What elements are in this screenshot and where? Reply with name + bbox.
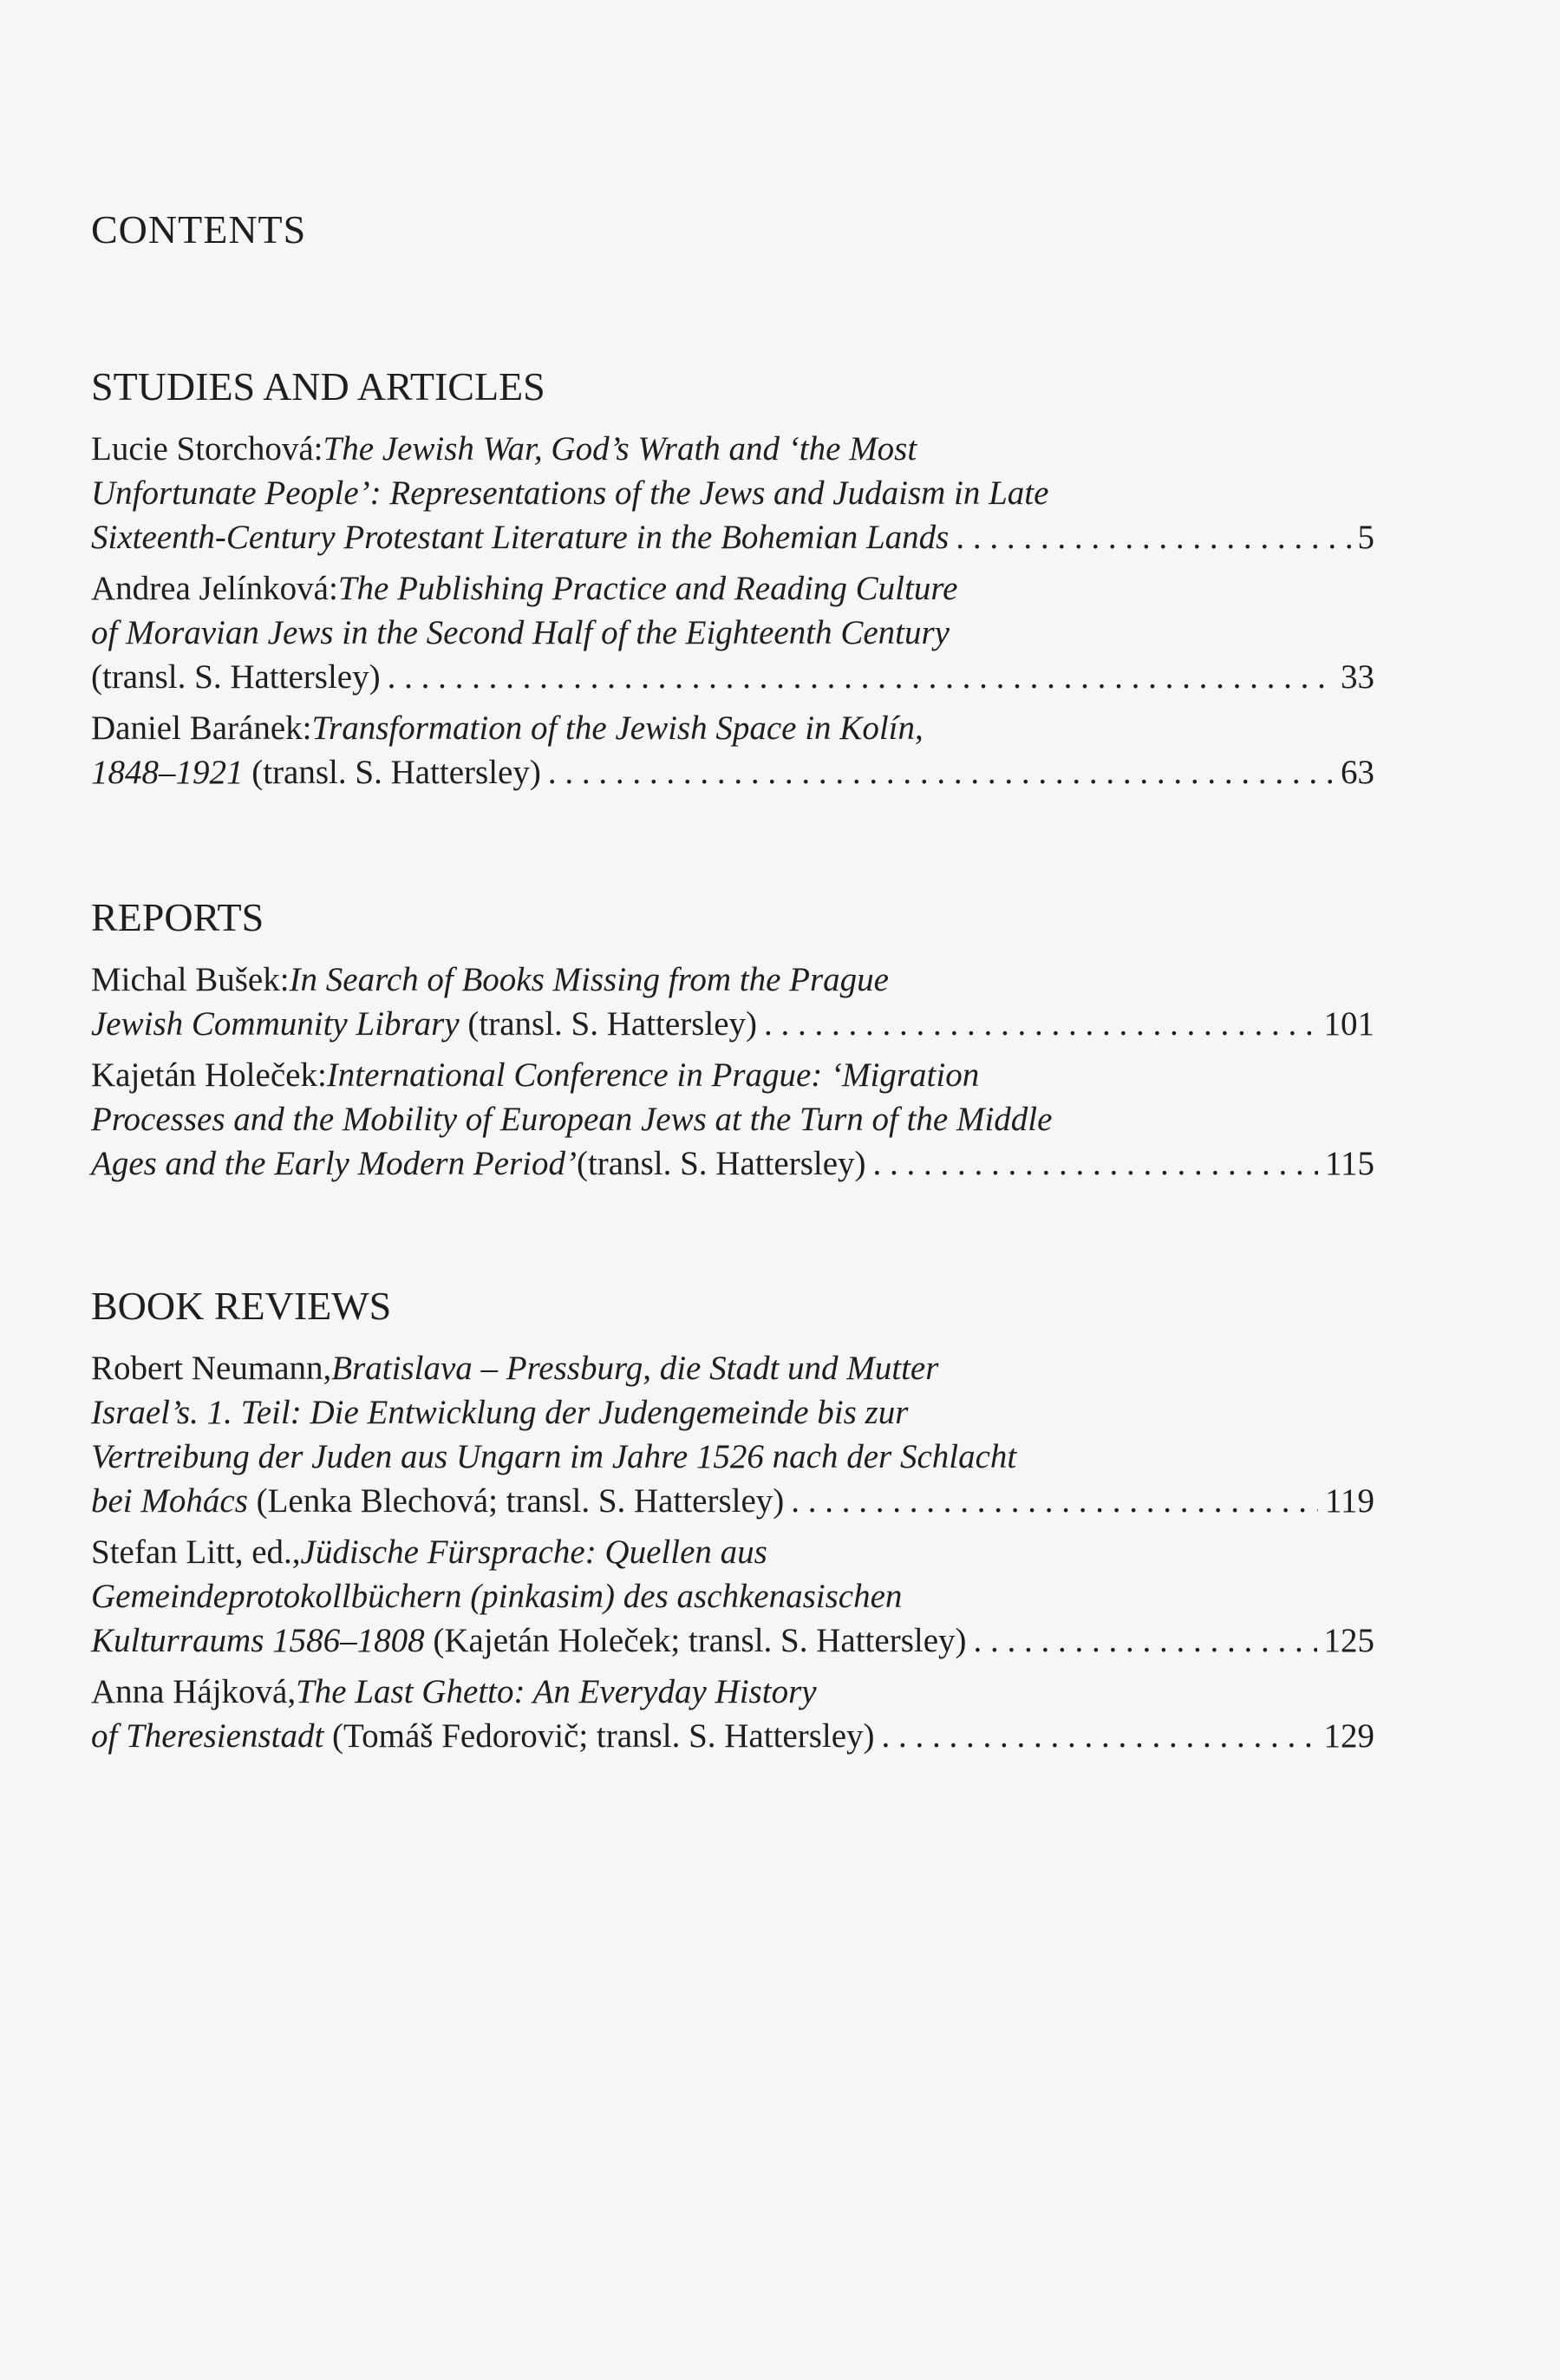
entry-text: Michal Bušek: (91, 961, 290, 998)
entry-line (91, 706, 1374, 750)
entry-text: The Publishing Practice and Reading Culture (337, 570, 958, 607)
entry-line (91, 1479, 1374, 1523)
entry-line (91, 515, 1374, 559)
entry-text (91, 1618, 967, 1663)
entry-line (91, 1141, 1374, 1186)
page-number: 129 (1323, 1717, 1374, 1755)
page-number: 115 (1324, 1145, 1374, 1182)
entry-line (91, 1530, 1374, 1574)
entry-text: Stefan Litt, ed., (91, 1533, 301, 1571)
entry-text: The Jewish War, God’s Wrath and ‘the Most (323, 430, 917, 468)
entry-text: In Search of Books Missing from the Prague (289, 961, 889, 998)
entry-text: (transl. S. Hattersley) (243, 754, 541, 791)
section-book-reviews (91, 1282, 1374, 1765)
toc-entry[interactable] (91, 566, 1374, 699)
entry-text: Andrea Jelínková: (91, 570, 338, 607)
toc-entry[interactable] (91, 1346, 1374, 1523)
leader-dots (974, 1618, 1317, 1663)
toc-entry[interactable] (91, 958, 1374, 1046)
entry-line (91, 1670, 1374, 1714)
entry-text: Gemeindeprotokollbüchern (pinkasim) des aschkenasischen (91, 1578, 903, 1615)
entry-text: Sixteenth-Century Protestant Literature in the Bohemian Lands (91, 519, 950, 556)
entry-text: Lucie Storchová: (91, 430, 323, 468)
entry-text (91, 1002, 757, 1046)
entry-text: Jüdische Fürsprache: Quellen aus (300, 1533, 767, 1571)
entry-text: The Last Ghetto: An Everyday History (296, 1673, 817, 1710)
page-title: CONTENTS (91, 207, 307, 252)
entry-line (91, 1714, 1374, 1758)
entry-line (91, 1097, 1374, 1141)
entry-line (91, 471, 1374, 515)
entry-text: 1848–1921 (91, 754, 244, 791)
entry-text: (transl. S. Hattersley) (576, 1145, 866, 1182)
entry-text: of Theresienstadt (91, 1717, 324, 1755)
entry-text: (transl. S. Hattersley) (91, 658, 381, 696)
entry-text: Bratislava – Pressburg, die Stadt und Mutter (331, 1350, 939, 1387)
entry-text: bei Mohács (91, 1482, 248, 1520)
entry-line (91, 655, 1374, 699)
entry-line (91, 427, 1374, 471)
leader-dots (791, 1479, 1318, 1523)
entry-text: (Kajetán Holeček; transl. S. Hattersley) (424, 1622, 967, 1659)
section-heading: REPORTS (91, 895, 264, 939)
entry-text: Processes and the Mobility of European Jews at the Turn of the Middle (91, 1101, 1053, 1138)
entry-text: Transformation of the Jewish Space in Kolín, (311, 709, 924, 747)
leader-dots (388, 655, 1334, 699)
leader-dots (873, 1141, 1318, 1186)
entry-line (91, 566, 1374, 611)
section-heading: STUDIES AND ARTICLES (91, 364, 545, 409)
entry-text (91, 1479, 784, 1523)
entry-text: Ages and the Early Modern Period’ (91, 1145, 577, 1182)
page-number: 125 (1323, 1622, 1374, 1659)
entry-text: Kajetán Holeček: (91, 1056, 327, 1094)
entry-line (91, 1346, 1374, 1390)
entry-line (91, 611, 1374, 655)
toc-entry[interactable] (91, 1530, 1374, 1663)
entry-text: Unfortunate People’: Representations of the Jews and Judaism in Late (91, 474, 1049, 512)
leader-dots (956, 515, 1350, 559)
toc-entry[interactable] (91, 1053, 1374, 1186)
leader-dots (764, 1002, 1317, 1046)
entry-line (91, 1618, 1374, 1663)
entry-text: Robert Neumann, (91, 1350, 332, 1387)
entry-text: Jewish Community Library (91, 1005, 460, 1043)
entry-line (91, 1053, 1374, 1097)
entry-text: (transl. S. Hattersley) (459, 1005, 757, 1043)
toc-entry[interactable] (91, 706, 1374, 794)
toc-entry[interactable] (91, 1670, 1374, 1758)
leader-dots (548, 750, 1334, 794)
section-reports (91, 893, 1374, 1193)
toc-entry[interactable] (91, 427, 1374, 559)
section-heading: BOOK REVIEWS (91, 1284, 392, 1328)
page-number: 5 (1357, 519, 1374, 556)
entry-text: (Lenka Blechová; transl. S. Hattersley) (247, 1482, 785, 1520)
entry-text: Daniel Baránek: (91, 709, 312, 747)
entry-text: Vertreibung der Juden aus Ungarn im Jahre 1526 nach der Schlacht (91, 1438, 1017, 1475)
entry-text: Israel’s. 1. Teil: Die Entwicklung der Judengemeinde bis zur (91, 1394, 909, 1431)
entry-text: (Tomáš Fedorovič; transl. S. Hattersley) (323, 1717, 875, 1755)
entry-line (91, 958, 1374, 1002)
page-number: 33 (1341, 658, 1374, 696)
page-number: 101 (1323, 1005, 1374, 1043)
entry-line (91, 1002, 1374, 1046)
entry-text (91, 1714, 875, 1758)
section-studies (91, 363, 1374, 801)
entry-text (91, 1141, 866, 1186)
entry-text: Kulturraums 1586–1808 (91, 1622, 425, 1659)
entry-text: of Moravian Jews in the Second Half of the Eighteenth Century (91, 614, 950, 651)
entry-line (91, 1574, 1374, 1618)
entry-text: International Conference in Prague: ‘Migration (326, 1056, 980, 1094)
entry-text (91, 750, 541, 794)
leader-dots (882, 1714, 1317, 1758)
page-number: 119 (1324, 1482, 1374, 1520)
page-number: 63 (1341, 754, 1374, 791)
entry-line (91, 1390, 1374, 1435)
entry-line (91, 750, 1374, 794)
entry-text: Anna Hájková, (91, 1673, 297, 1710)
entry-line (91, 1435, 1374, 1479)
